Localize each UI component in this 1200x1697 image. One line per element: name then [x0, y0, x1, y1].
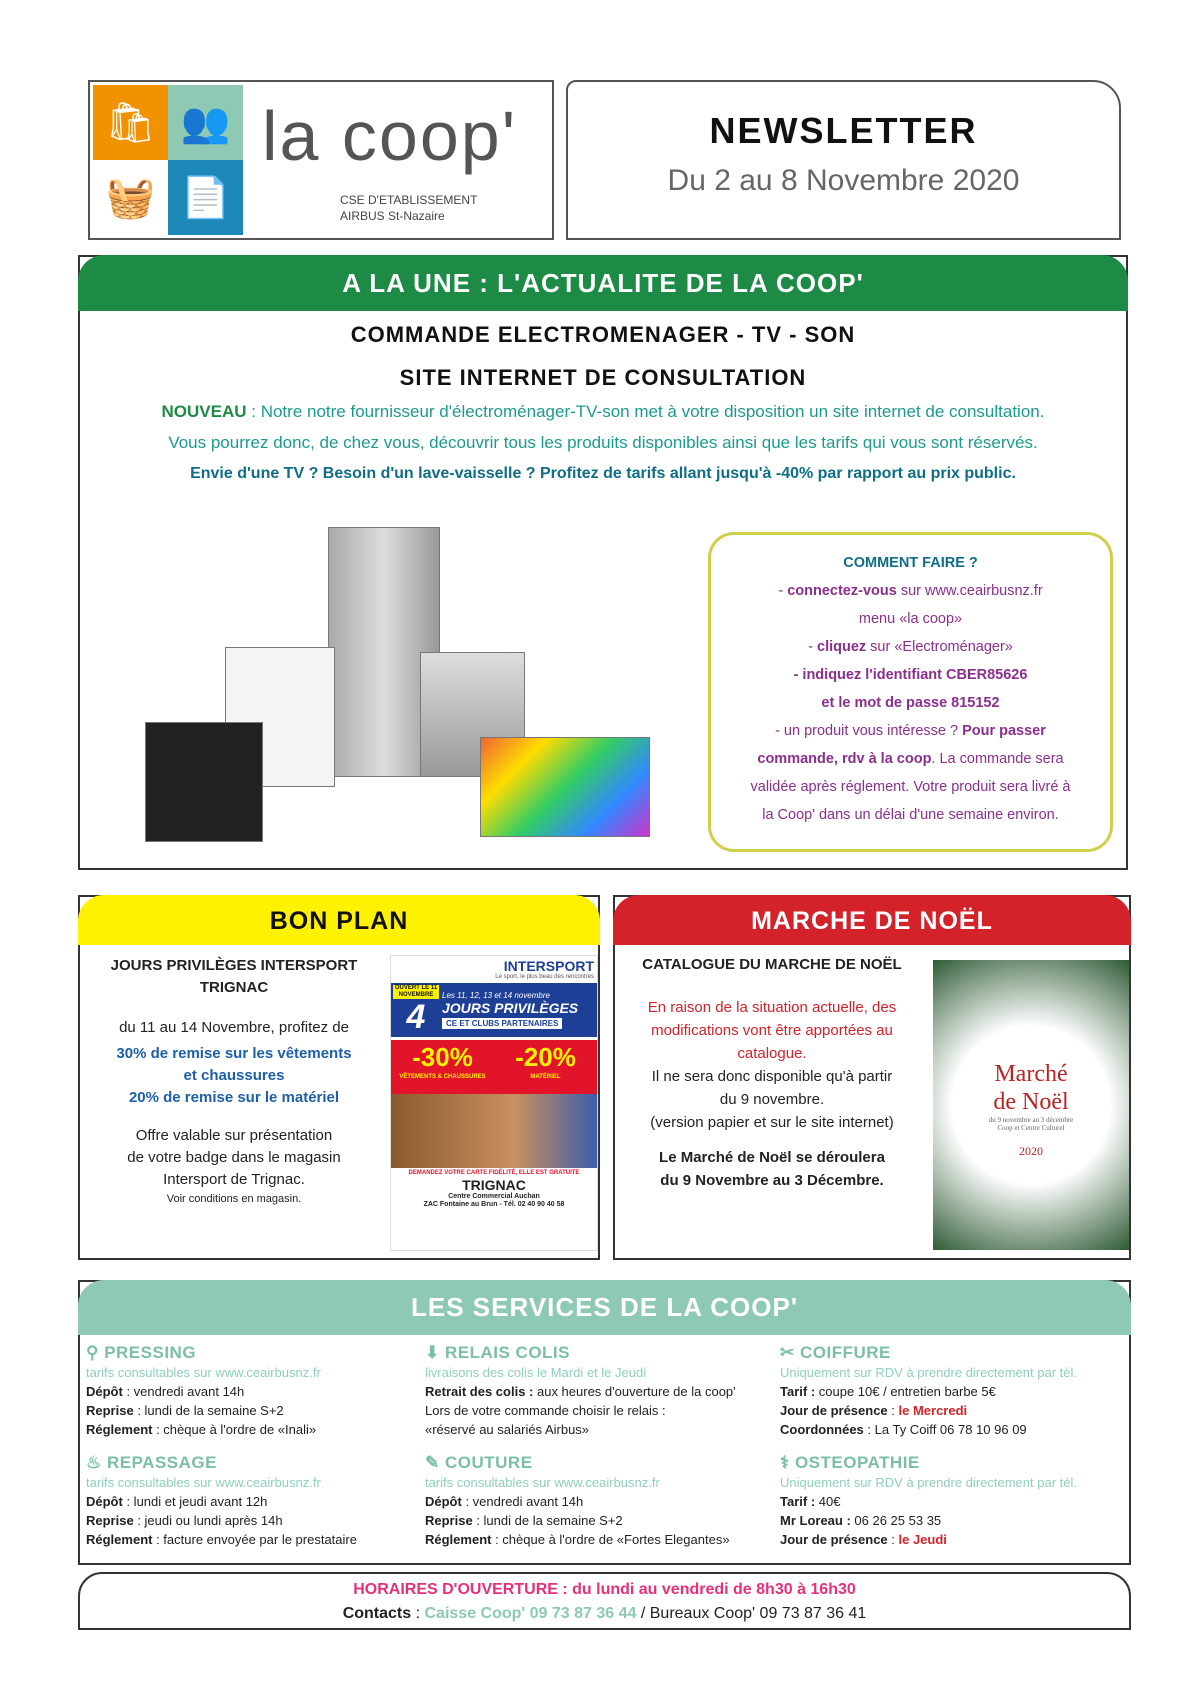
intro-line-2: Vous pourrez donc, de chez vous, découvrir tous les produits disponibles ainsi que les tarifs qui vous sont réservés. [168, 433, 1038, 452]
section-marche-de-noel [613, 895, 1131, 1260]
newsletter-header [566, 80, 1121, 240]
osteo-icon: ⚕ [780, 1453, 790, 1472]
section-a-la-une [78, 255, 1128, 870]
section-bon-plan [78, 895, 600, 1260]
how-to-box: COMMENT FAIRE ? - connectez-vous sur www.ceairbusnz.fr menu «la coop» - cliquez sur «Electroménager» - indiquez l'identifiant CBER85626 et le mot de passe 815152 - un produit vous intéresse ? Pour passer commande, rdv à la coop. La commande sera validée après réglement. Votre produit sera livré à la Coop' dans un délai d'une semaine environ. [708, 532, 1113, 852]
scissors-icon: ✂ [780, 1343, 795, 1362]
hanger-icon: ⚲ [86, 1343, 99, 1362]
needle-icon: ✎ [425, 1453, 440, 1472]
newsletter-title: NEWSLETTER [709, 110, 978, 151]
contacts: Contacts : Caisse Coop' 09 73 87 36 44 / Bureaux Coop' 09 73 87 36 41 [342, 1605, 867, 1622]
logo-subtitle: CSE D'ETABLISSEMENT AIRBUS St-Nazaire [340, 193, 478, 223]
section-header: BON PLAN [78, 895, 600, 945]
people-icon: 👥 [168, 85, 243, 160]
intersport-brand: INTERSPORT [503, 958, 594, 974]
section-header: A LA UNE : L'ACTUALITE DE LA COOP' [78, 255, 1128, 311]
newsletter-date: Du 2 au 8 Novembre 2020 [667, 164, 1020, 197]
noel-text: CATALOGUE DU MARCHE DE NOËL En raison de la situation actuelle, des modifications vont être apportées au catalogue. Il ne sera donc disponible qu'à partir du 9 novembre. (version papier et sur le site internet) Le Marché de Noël se déroulera du 9 Novembre au 3 Décembre. [642, 956, 902, 1189]
service-pressing: ⚲ PRESSING tarifs consultables sur www.ceairbusnz.fr Dépôt : vendredi avant 14h Reprise : lundi de la semaine S+2 Réglement : chèque à l'ordre de «Inali» [86, 1343, 321, 1437]
intersport-banner: OUVERT LE 11 NOVEMBRE 4 Les 11, 12, 13 et 14 novembre JOURS PRIVILÈGES CE ET CLUBS PARTENAIRES [391, 983, 597, 1037]
service-osteopathie: ⚕ OSTEOPATHIE Uniquement sur RDV à prendre directement par tél. Tarif : 40€ Mr Loreau : 06 26 25 53 35 Jour de présence : le Jeudi [780, 1453, 1077, 1547]
footer [78, 1572, 1131, 1630]
shopping-bags-icon: 🛍 [93, 85, 168, 160]
document-icon: 📄 [168, 160, 243, 235]
service-coiffure: ✂ COIFFURE Uniquement sur RDV à prendre directement par tél. Tarif : coupe 10€ / entretien barbe 5€ Jour de présence : le Mercredi Coordonnées : La Ty Coiff 06 78 10 96 09 [780, 1343, 1077, 1437]
basket-icon: 🧺 [93, 160, 168, 235]
section-header: MARCHE DE NOËL [613, 895, 1131, 945]
section-header: LES SERVICES DE LA COOP' [78, 1280, 1131, 1335]
logo-wordmark: la coop' [262, 97, 518, 175]
section-services [78, 1280, 1131, 1565]
opening-hours: HORAIRES D'OUVERTURE : du lundi au vendredi de 8h30 à 16h30 [353, 1581, 856, 1598]
logo [88, 80, 554, 240]
service-repassage: ♨ REPASSAGE tarifs consultables sur www.ceairbusnz.fr Dépôt : lundi et jeudi avant 12h Reprise : jeudi ou lundi après 14h Réglement : facture envoyée par le prestataire [86, 1453, 357, 1547]
bon-plan-text: JOURS PRIVILÈGES INTERSPORT TRIGNAC du 11 au 14 Novembre, profitez de 30% de remise sur les vêtements et chaussures 20% de remise sur le matériel Offre valable sur présentation de votre badge dans le magasin Intersport de Trignac. Voir conditions en magasin. [110, 957, 358, 1205]
sport-photos [391, 1094, 597, 1168]
subheadline: SITE INTERNET DE CONSULTATION [399, 365, 807, 390]
parcel-icon: ⬇ [425, 1343, 440, 1362]
headline: COMMANDE ELECTROMENAGER - TV - SON [350, 322, 856, 347]
intro-line: NOUVEAU : Notre notre fournisseur d'électroménager-TV-son met à votre disposition un site internet de consultation. [161, 402, 1045, 421]
iron-icon: ♨ [86, 1453, 102, 1472]
catalogue-cover: Marché de Noël du 9 novembre au 3 décembre Coop et Centre Culturel 2020 [933, 960, 1129, 1250]
intro-line-3: Envie d'une TV ? Besoin d'un lave-vaisselle ? Profitez de tarifs allant jusqu'à -40% par rapport au prix public. [190, 465, 1016, 482]
intersport-ad: INTERSPORT Le sport, le plus beau des rencontres OUVERT LE 11 NOVEMBRE 4 Les 11, 12, 13 et 14 novembre JOURS PRIVILÈGES CE ET CLUBS PARTENAIRES -30% VÊTEMENTS & CHAUSSURES -20% MATÉRIEL DEMANDEZ VOTRE CARTE FIDÉLITÉ, ELLE EST GRATUITE TRIGNAC Centre Commercial Auchan ZAC Fontaine au Brun - Tél. 02 40 90 40 58 [390, 955, 598, 1251]
service-relais-colis: ⬇ RELAIS COLIS livraisons des colis le Mardi et le Jeudi Retrait des colis : aux heures d'ouverture de la coop' Lors de votre commande choisir le relais : «réservé au salariés Airbus» [425, 1343, 736, 1437]
service-couture: ✎ COUTURE tarifs consultables sur www.ceairbusnz.fr Dépôt : vendredi avant 14h Reprise : lundi de la semaine S+2 Réglement : chèque à l'ordre de «Fortes Elegantes» [425, 1453, 730, 1547]
